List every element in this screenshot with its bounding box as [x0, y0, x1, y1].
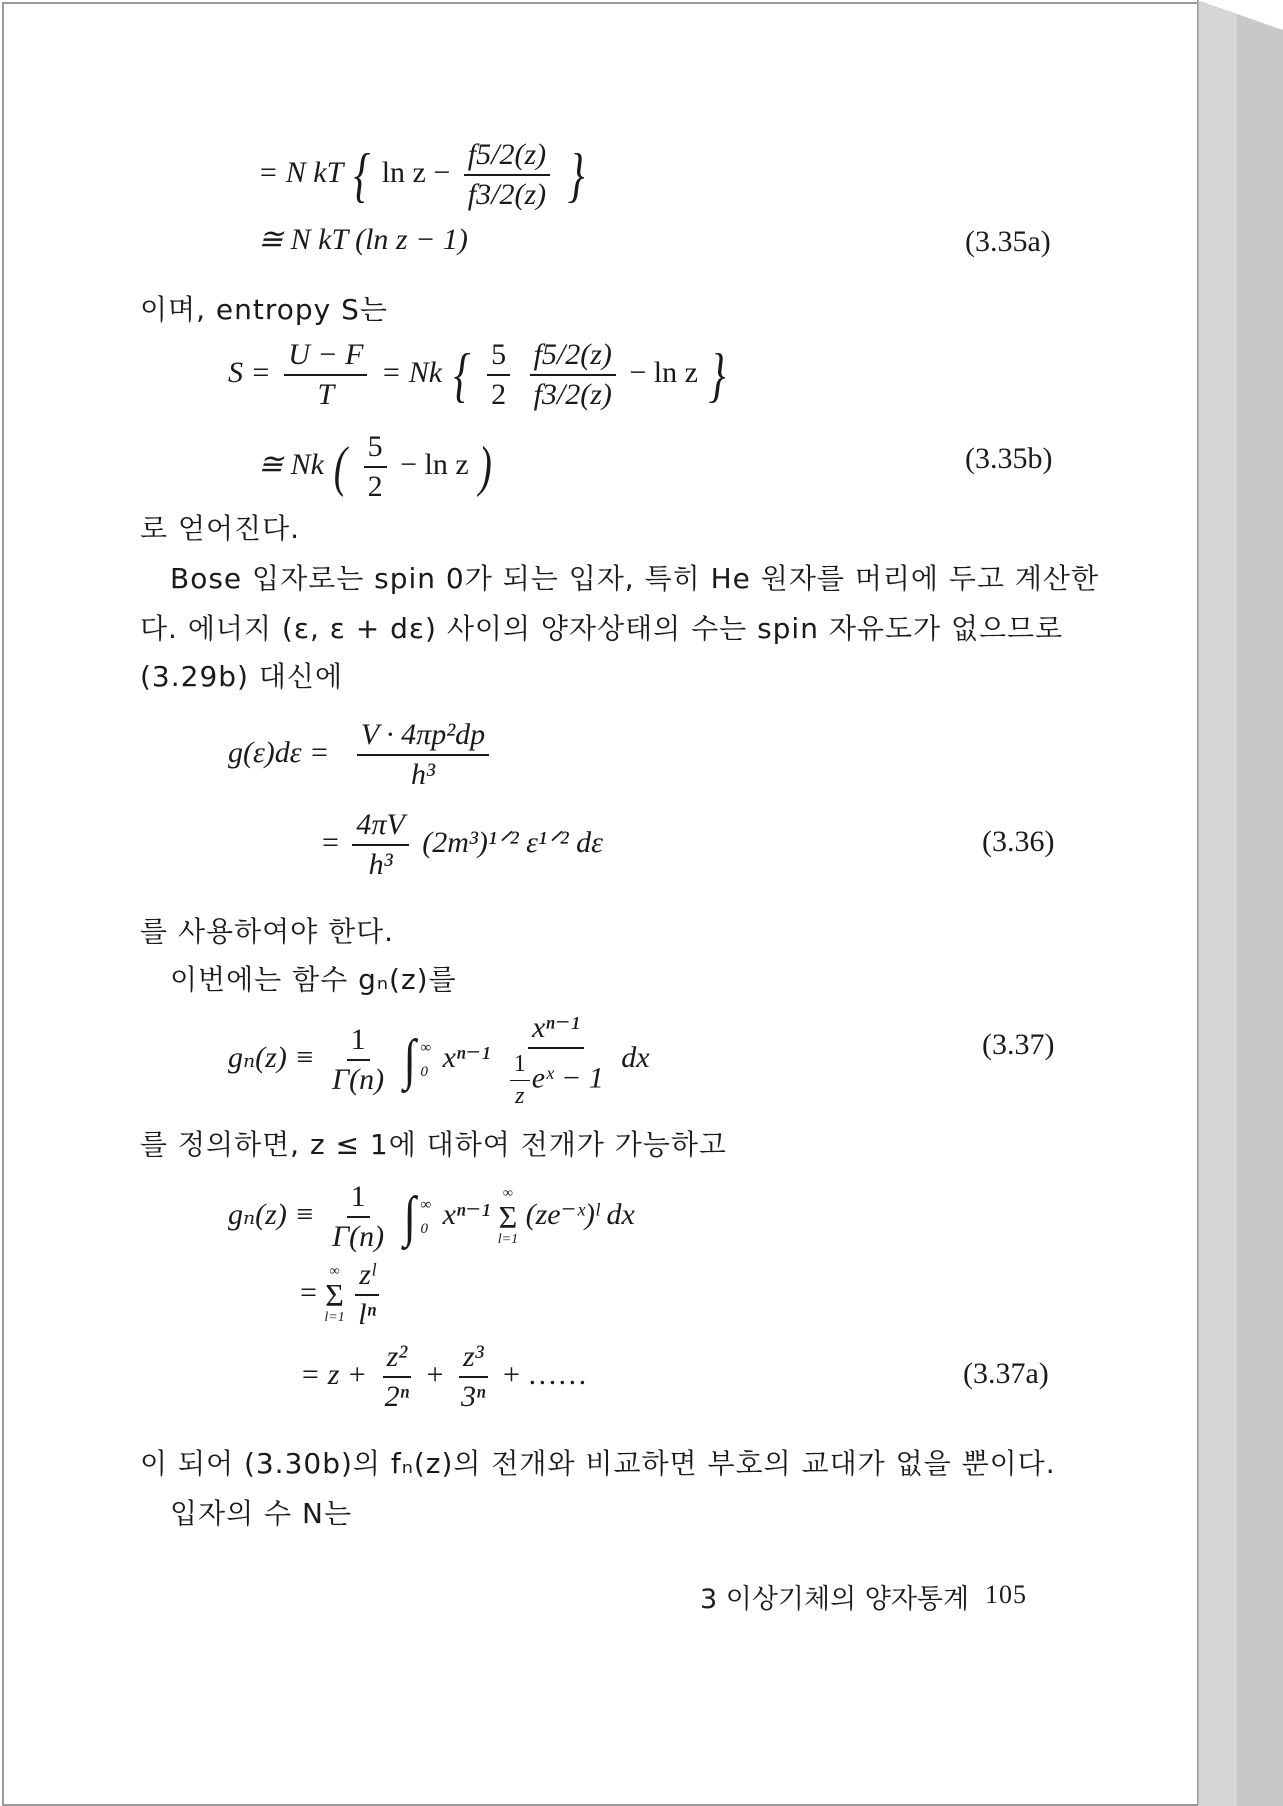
- eq-gn-small-den: z: [515, 1083, 525, 1109]
- book-edge: [1197, 0, 1283, 1806]
- para-bose-2: 다. 에너지 (ε, ε + dε) 사이의 양자상태의 수는 spin 자유도가 없으므로: [140, 612, 1064, 645]
- eq-f-line1: [258, 138, 588, 212]
- eq-s2-five: 5: [364, 430, 387, 468]
- eq-f-line2: ≅ N kT (ln z − 1): [258, 223, 468, 256]
- sigma-icon: Σ: [325, 1277, 344, 1313]
- eq-gn-frac-den: [504, 1049, 608, 1110]
- eq-exp-line1: [228, 1180, 635, 1254]
- eq-s2-five-halves: [364, 430, 387, 504]
- eq-exp-lhs: gₙ(z) ≡: [228, 1197, 315, 1231]
- eq-s-line2: [258, 430, 495, 504]
- para-bose-3: (3.29b) 대신에: [140, 660, 344, 693]
- eq-s-line1: [228, 338, 729, 412]
- integral-sign: ∫: [403, 1029, 416, 1091]
- eq-exp-term: (ze⁻ˣ)ˡ dx: [525, 1197, 635, 1231]
- right-paren: ): [479, 436, 493, 498]
- left-brace: {: [353, 142, 371, 208]
- eq-f-den: f3/2(z): [467, 178, 547, 211]
- eq-s-fraction: [284, 338, 367, 412]
- right-brace: }: [567, 142, 585, 208]
- running-head: 3 이상기체의 양자통계: [700, 1584, 970, 1615]
- eq-exp-upper: ∞: [420, 1197, 432, 1213]
- eq-exp3-tail: + ……: [503, 1357, 588, 1391]
- eq-gn-small-num: 1: [510, 1051, 530, 1081]
- eq-exp3-den2: 3ⁿ: [461, 1380, 486, 1413]
- sum-sign: [324, 1265, 344, 1325]
- eq-s2-rest: − ln z: [400, 447, 469, 481]
- eq-f-lhs: = N kT: [258, 155, 343, 189]
- eq-s-five: 5: [487, 338, 510, 376]
- eq-gn-coef-den: Γ(n): [332, 1063, 385, 1096]
- eq-s-five-halves: [487, 338, 510, 412]
- eq-g-lhs: g(ε)dε =: [228, 735, 330, 769]
- eq-exp2-num: zˡ: [355, 1258, 379, 1296]
- eq-exp3-den1: 2ⁿ: [384, 1380, 410, 1413]
- integral-limits: [420, 1036, 431, 1084]
- left-brace: {: [453, 342, 470, 408]
- eq-s-f-num: f5/2(z): [530, 338, 616, 376]
- eq-g-den: h³: [411, 758, 436, 791]
- eq-gn-fraction: [504, 1010, 608, 1110]
- equation-number-3-35b: (3.35b): [965, 442, 1053, 475]
- eq-s-mid: = Nk: [380, 355, 443, 389]
- equation-number-3-35a: (3.35a): [965, 225, 1051, 258]
- eq-exp-sum-lower: l=1: [497, 1232, 519, 1247]
- eq-exp-sum-upper: ∞: [502, 1186, 513, 1201]
- eq-gn-dx: dx: [621, 1040, 650, 1074]
- eq-exp2-fraction: [354, 1258, 380, 1332]
- equation-number-3-36: (3.36): [982, 825, 1055, 858]
- eq-s-lhs: S =: [228, 355, 271, 389]
- eq-g-line2: [322, 808, 603, 882]
- eq-exp-lower: 0: [420, 1221, 428, 1237]
- eq-exp3-plus: +: [426, 1357, 444, 1391]
- eq-gn-integrand: xⁿ⁻¹: [442, 1040, 491, 1074]
- line-obtained: 로 얻어진다.: [140, 512, 301, 545]
- eq-exp-coef-num: 1: [347, 1180, 370, 1218]
- eq-f-ln: ln z −: [381, 155, 451, 189]
- equation-number-3-37a: (3.37a): [963, 1357, 1049, 1390]
- eq-s2-lhs: ≅ Nk: [258, 447, 324, 481]
- eq-g2-rest: (2m³)¹ᐟ² ε¹ᐟ² dε: [422, 825, 603, 859]
- eq-exp3-frac1: [381, 1340, 413, 1414]
- right-brace: }: [709, 342, 726, 408]
- eq-gn-frac-den-main: eˣ − 1: [531, 1061, 604, 1095]
- sum-sign: [498, 1187, 518, 1247]
- eq-exp-integrand: xⁿ⁻¹: [442, 1197, 491, 1231]
- eq-gn-def: [228, 1010, 650, 1110]
- line-entropy: 이며, entropy S는: [140, 293, 388, 326]
- eq-s-lnz: − ln z: [629, 355, 698, 389]
- eq-exp3-num1: z²: [383, 1340, 412, 1378]
- eq-g2-eq: =: [322, 825, 339, 859]
- eq-gn-one-over-z: [510, 1051, 530, 1110]
- line-func: 이번에는 함수 gₙ(z)를: [170, 963, 457, 996]
- eq-exp3-a: = z +: [300, 1357, 368, 1391]
- equation-number-3-37: (3.37): [982, 1028, 1055, 1061]
- eq-s2-two: 2: [367, 470, 383, 503]
- eq-gn-lower: 0: [420, 1064, 428, 1080]
- eq-s-f-den: f3/2(z): [533, 378, 612, 411]
- line-define: 를 정의하면, z ≤ 1에 대하여 전개가 가능하고: [140, 1128, 727, 1161]
- eq-exp2-eq: =: [300, 1275, 317, 1309]
- eq-exp3-frac2: [457, 1340, 489, 1414]
- eq-s-num: U − F: [284, 338, 367, 376]
- eq-gn-coef-num: 1: [347, 1023, 370, 1061]
- integral-sign: ∫: [403, 1186, 416, 1248]
- eq-exp2-den: lⁿ: [358, 1298, 377, 1331]
- eq-s-two: 2: [491, 378, 507, 411]
- eq-f-num: f5/2(z): [464, 138, 550, 176]
- eq-gn-upper: ∞: [420, 1040, 432, 1056]
- eq-gn-coef: [328, 1023, 388, 1097]
- line-number: 입자의 수 N는: [170, 1497, 352, 1530]
- eq-s-f-fraction: [530, 338, 616, 412]
- eq-exp-line2: [300, 1258, 386, 1332]
- eq-exp-coef-den: Γ(n): [332, 1220, 385, 1253]
- eq-g2-den: h³: [368, 848, 393, 881]
- line-use: 를 사용하여야 한다.: [140, 915, 395, 948]
- eq-g2-fraction: [352, 808, 408, 882]
- eq-s-den: T: [317, 378, 335, 411]
- eq-f-fraction: [464, 138, 550, 212]
- sigma-icon: Σ: [498, 1199, 518, 1235]
- left-paren: (: [334, 436, 348, 498]
- page-frame: [2, 2, 1204, 1806]
- eq-g-num: V · 4πp²dp: [357, 718, 489, 756]
- page-number: 105: [985, 1580, 1027, 1609]
- eq-g-line1: [228, 718, 495, 792]
- eq-gn-lhs: gₙ(z) ≡: [228, 1040, 315, 1074]
- line-compare: 이 되어 (3.30b)의 fₙ(z)의 전개와 비교하면 부호의 교대가 없을 뿐이다.: [140, 1447, 1056, 1480]
- eq-g2-num: 4πV: [352, 808, 408, 846]
- eq-exp2-sum-lower: l=1: [324, 1310, 345, 1325]
- para-bose-1: Bose 입자로는 spin 0가 되는 입자, 특히 He 원자를 머리에 두고 계산한: [170, 562, 1099, 595]
- eq-g-fraction: [357, 718, 489, 792]
- eq-exp-coef: [328, 1180, 388, 1254]
- eq-exp-line3: [300, 1340, 587, 1414]
- eq-exp3-num2: z³: [459, 1340, 488, 1378]
- eq-exp2-sum-upper: ∞: [329, 1264, 340, 1279]
- eq-gn-frac-num: xⁿ⁻¹: [528, 1010, 584, 1049]
- integral-limits: [420, 1193, 431, 1241]
